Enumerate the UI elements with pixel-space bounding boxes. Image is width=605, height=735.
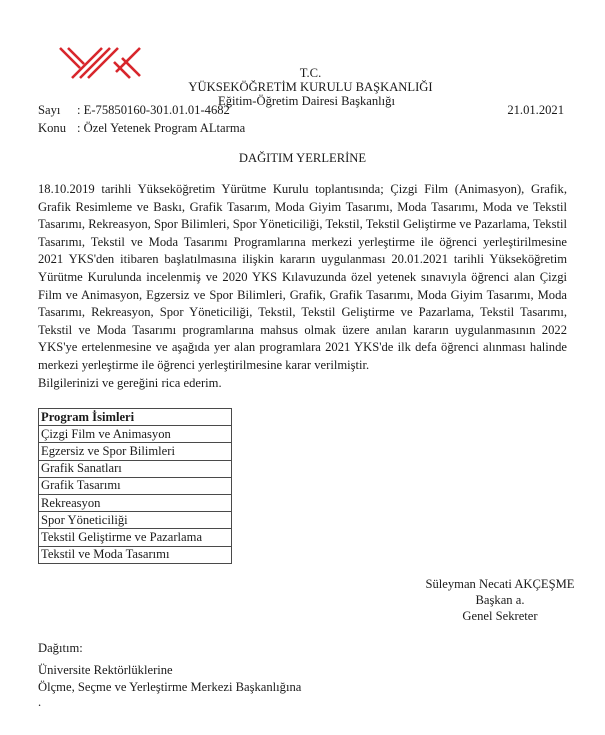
table-cell: Egzersiz ve Spor Bilimleri: [39, 443, 232, 460]
signatory-title: Başkan a.: [475, 593, 525, 607]
signatory-name: Süleyman Necati AKÇEŞME: [425, 577, 575, 591]
distribution-list: [38, 662, 301, 696]
program-table: [38, 408, 232, 564]
distribution-title: DAĞITIM YERLERİNE: [238, 151, 367, 165]
table-cell: Spor Yöneticiliği: [39, 512, 232, 529]
table-cell: Tekstil ve Moda Tasarımı: [39, 546, 232, 563]
distribution-item: Ölçme, Seçme ve Yerleştirme Merkezi Başkanlığına: [38, 680, 302, 694]
header-department: Eğitim-Öğretim Dairesi Başkanlığı: [218, 94, 395, 108]
sayi-value: : E-75850160-301.01.01-4682: [77, 103, 230, 117]
table-cell: Grafik Sanatları: [39, 460, 232, 477]
signatory-position: Genel Sekreter: [462, 609, 538, 623]
konu-label: Konu: [38, 121, 66, 135]
table-header-row: [39, 409, 232, 426]
table-cell: Tekstil Geliştirme ve Pazarlama: [39, 529, 232, 546]
body-paragraph: 18.10.2019 tarihli Yükseköğretim Yürütme Kurulu toplantısında; Çizgi Film (Animasyon), Grafik, Grafik Resimleme ve Baskı, Grafik Tasarım, Moda Giyim Tasarımı, Moda Tasarımı, Moda ve Tekstil Tasarımı, Rekreasyon, Spor Bilimleri, Spor Yöneticiliği, Tekstil, Tekstil Geliştirme ve Pazarlama, Tekstil Tasarımı, Tekstil ve Moda Tasarımı Programlarına merkezi yerleştirme ile öğrenci yerleştirilmesine 2021 YKS'den itibaren başlatılmasına ilişkin kararın uygulanması 20.01.2021 tarihli Yükseköğretim Yürütme Kurulunda incelenmiş ve 2020 YKS Kılavuzunda özel yetenek sınavıyla öğrenci alan Çizgi Film ve Animasyon, Egzersiz ve Spor Bilimleri, Grafik, Grafik Tasarımı, Moda Giyim Tasarımı, Moda Tasarımı, Rekreasyon, Spor Yöneticiliği, Tekstil, Tekstil Geliştirme ve Pazarlama, Tekstil Tasarımı, Tekstil ve Moda Tasarımı programlarına mahsus olmak üzere anılan kararın uygulanmasının 2022 YKS'ye ertelenmesine ve aşağıda yer alan programlara 2021 YKS'de ilk defa öğrenci alınması halinde merkezi yerleştirme ile öğrenci yerleştirilmesine karar verilmiştir.: [38, 182, 567, 372]
sayi-label: Sayı: [38, 103, 61, 117]
table-cell: Grafik Tasarımı: [39, 477, 232, 494]
table-cell: Rekreasyon: [39, 494, 232, 511]
header-tc: T.C.: [299, 66, 322, 80]
table-row: [39, 494, 232, 511]
table-row: [39, 443, 232, 460]
table-row: [39, 477, 232, 494]
distribution-label: Dağıtım:: [38, 641, 83, 655]
table-row: [39, 460, 232, 477]
table-row: [39, 426, 232, 443]
table-row: [39, 546, 232, 563]
distribution-item: Üniversite Rektörlüklerine: [38, 663, 173, 677]
konu-value: : Özel Yetenek Program ALtarma: [77, 121, 246, 135]
distribution-trailing-dot: .: [38, 695, 42, 709]
table-header: Program İsimleri: [39, 409, 232, 426]
header-organization: YÜKSEKÖĞRETİM KURULU BAŞKANLIĞI: [188, 80, 433, 94]
signature-block: [400, 576, 600, 624]
closing-line: Bilgilerinizi ve gereğini rica ederim.: [38, 376, 222, 390]
table-row: [39, 512, 232, 529]
table-cell: Çizgi Film ve Animasyon: [39, 426, 232, 443]
document-date: 21.01.2021: [507, 103, 564, 117]
table-row: [39, 529, 232, 546]
